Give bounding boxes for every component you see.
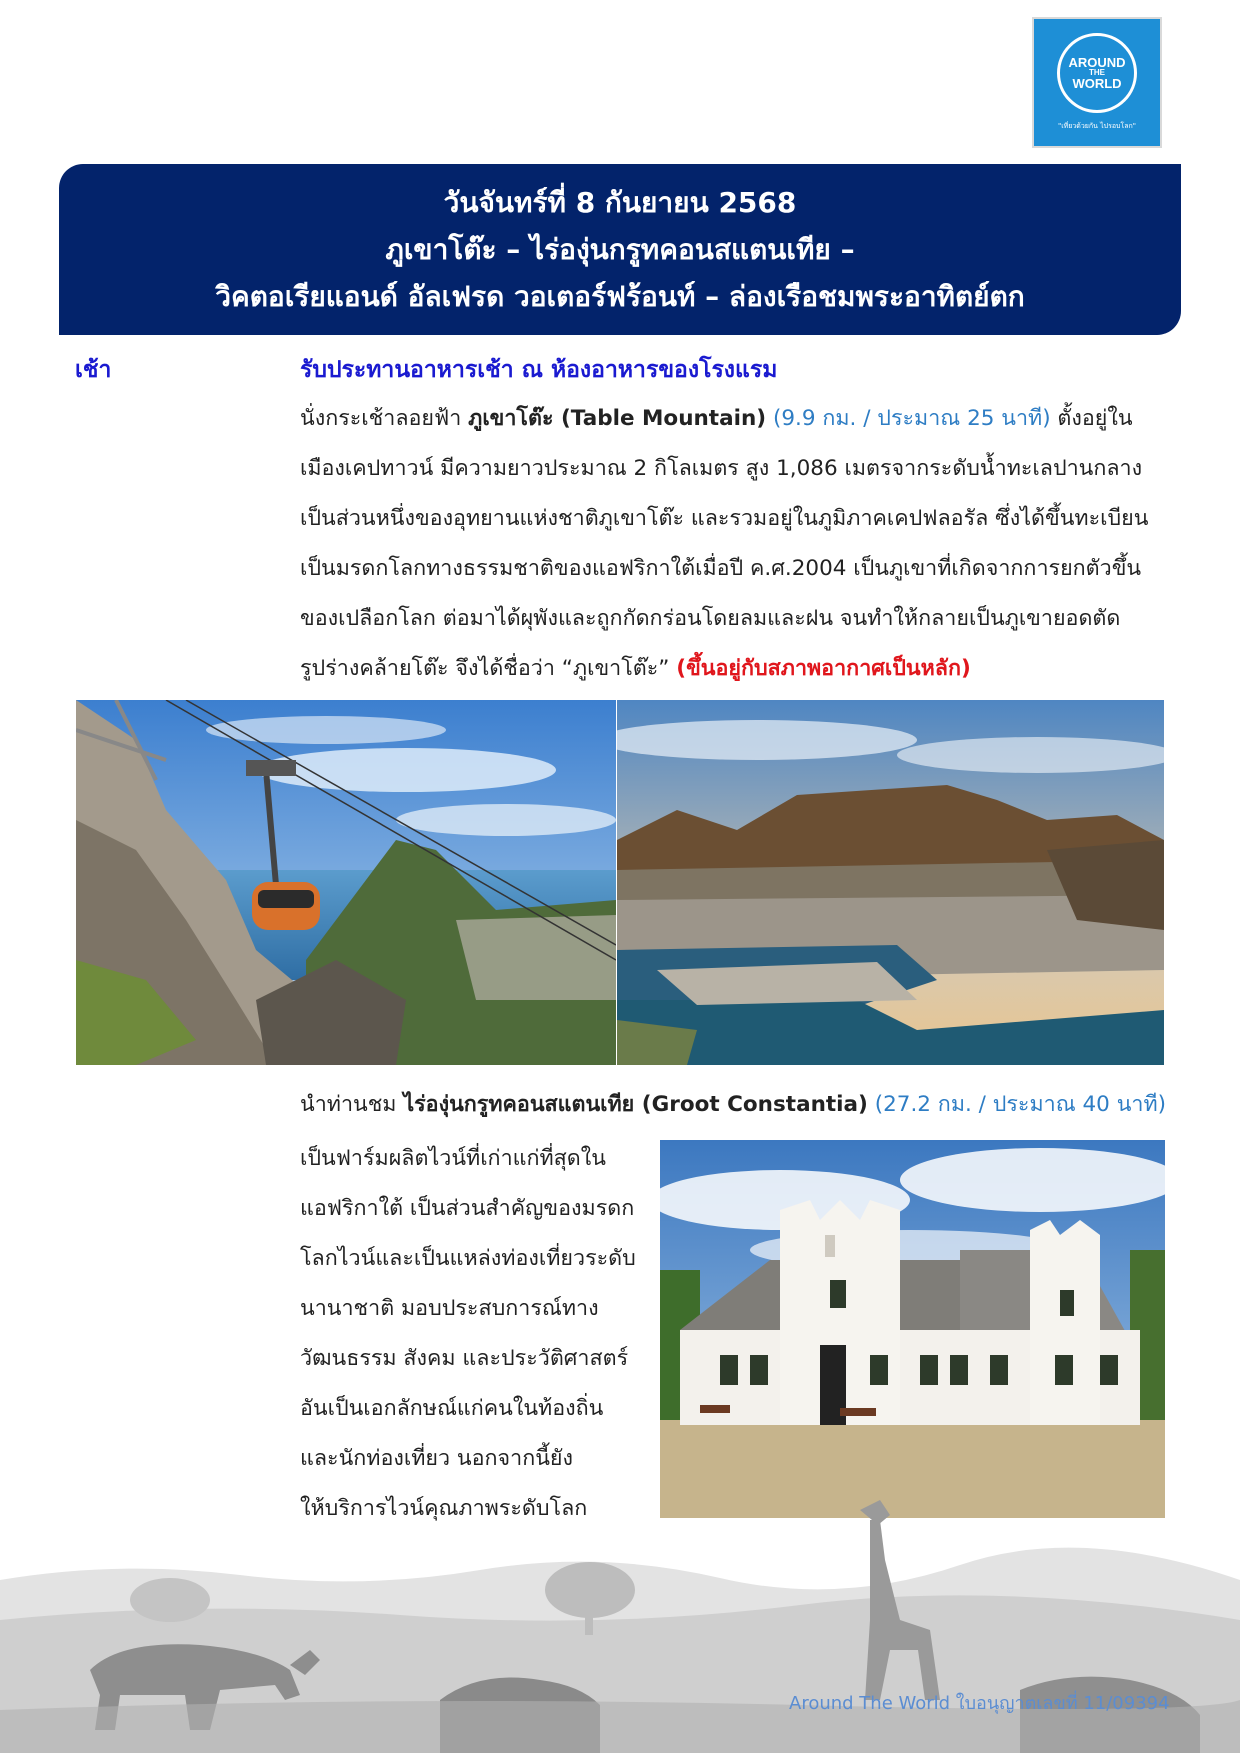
globe-emblem <box>1057 33 1137 113</box>
paragraph-row: เป็นส่วนหนึ่งของอุทยานแห่งชาติภูเขาโต๊ะ และรวมอยู่ในภูมิภาคเคปฟลอรัล ซึ่งได้ขึ้นทะเบียน <box>300 506 1149 531</box>
tm-distance: (9.9 กม. / ประมาณ 25 นาที) <box>766 406 1051 431</box>
paragraph-row: โลกไวน์และเป็นแหล่งท่องเที่ยวระดับ <box>300 1246 636 1271</box>
paragraph-row <box>300 1080 1166 1130</box>
paragraph-row: ให้บริการไวน์คุณภาพระดับโลก <box>300 1496 588 1521</box>
paragraph-row: เป็นฟาร์มผลิตไวน์ที่เก่าแก่ที่สุดใน <box>300 1146 606 1171</box>
gc-intro: นำท่านชม <box>300 1092 404 1117</box>
logo-text-mid: THE <box>1089 68 1105 77</box>
paragraph-row: วัฒนธรรม สังคม และประวัติศาสตร์ <box>300 1346 629 1371</box>
groot-constantia-paragraph <box>300 1134 640 1534</box>
day-route-line-1: ภูเขาโต๊ะ – ไร่องุ่นกรูทคอนสแตนเทีย – <box>385 233 855 266</box>
tm-located: ตั้งอยู่ใน <box>1050 406 1133 431</box>
tm-place-name: ภูเขาโต๊ะ (Table Mountain) <box>468 406 767 431</box>
day-date-title: วันจันทร์ที่ 8 กันยายน 2568 <box>443 186 797 219</box>
time-label-morning: เช้า <box>75 357 112 383</box>
gc-place-name: ไร่องุ่นกรูทคอนสแตนเทีย (Groot Constantia) <box>403 1092 868 1117</box>
day-route-line-2: วิคตอเรียแอนด์ อัลเฟรด วอเตอร์ฟร้อนท์ – ล่องเรือชมพระอาทิตย์ตก <box>215 280 1025 313</box>
paragraph-row: นานาชาติ มอบประสบการณ์ทาง <box>300 1296 599 1321</box>
tm-name-origin: รูปร่างคล้ายโต๊ะ จึงได้ชื่อว่า “ภูเขาโต๊ะ” <box>300 656 677 681</box>
day-header-banner <box>59 164 1181 335</box>
paragraph-row: เมืองเคปทาวน์ มีความยาวประมาณ 2 กิโลเมตร สูง 1,086 เมตรจากระดับน้ำทะเลปานกลาง <box>300 456 1143 481</box>
logo-text-bottom: WORLD <box>1072 76 1122 91</box>
logo-tagline: "เที่ยวด้วยกัน ไปรอบโลก" <box>1058 122 1136 130</box>
paragraph-row: แอฟริกาใต้ เป็นส่วนสำคัญของมรดก <box>300 1196 635 1221</box>
table-mountain-paragraph <box>300 394 1166 694</box>
paragraph-row <box>300 394 1166 444</box>
breakfast-heading: รับประทานอาหารเช้า ณ ห้องอาหารของโรงแรม <box>300 357 778 383</box>
paragraph-row: อันเป็นเอกลักษณ์แก่คนในท้องถิ่น <box>300 1396 604 1421</box>
paragraph-row: และนักท่องเที่ยว นอกจากนี้ยัง <box>300 1446 574 1471</box>
license-footer: Around The World ใบอนุญาตเลขที่ 11/09394 <box>789 1693 1170 1714</box>
paragraph-row <box>300 644 1166 694</box>
groot-constantia-intro <box>300 1080 1166 1130</box>
cable-car-photo <box>76 700 616 1065</box>
logo-text-top: AROUND <box>1068 55 1126 70</box>
paragraph-row: ของเปลือกโลก ต่อมาได้ผุพังและถูกกัดกร่อนโดยลมและฝน จนทำให้กลายเป็นภูเขายอดตัด <box>300 606 1121 631</box>
company-logo <box>1032 17 1162 148</box>
tm-intro: นั่งกระเช้าลอยฟ้า <box>300 406 469 431</box>
paragraph-row: เป็นมรดกโลกทางธรรมชาติของแอฟริกาใต้เมื่อปี ค.ศ.2004 เป็นภูเขาที่เกิดจากการยกตัวขึ้น <box>300 556 1142 581</box>
weather-warning: (ขึ้นอยู่กับสภาพอากาศเป็นหลัก) <box>676 656 971 681</box>
groot-constantia-photo <box>660 1140 1165 1518</box>
cape-town-aerial-photo <box>617 700 1164 1065</box>
gc-distance: (27.2 กม. / ประมาณ 40 นาที) <box>867 1092 1167 1117</box>
